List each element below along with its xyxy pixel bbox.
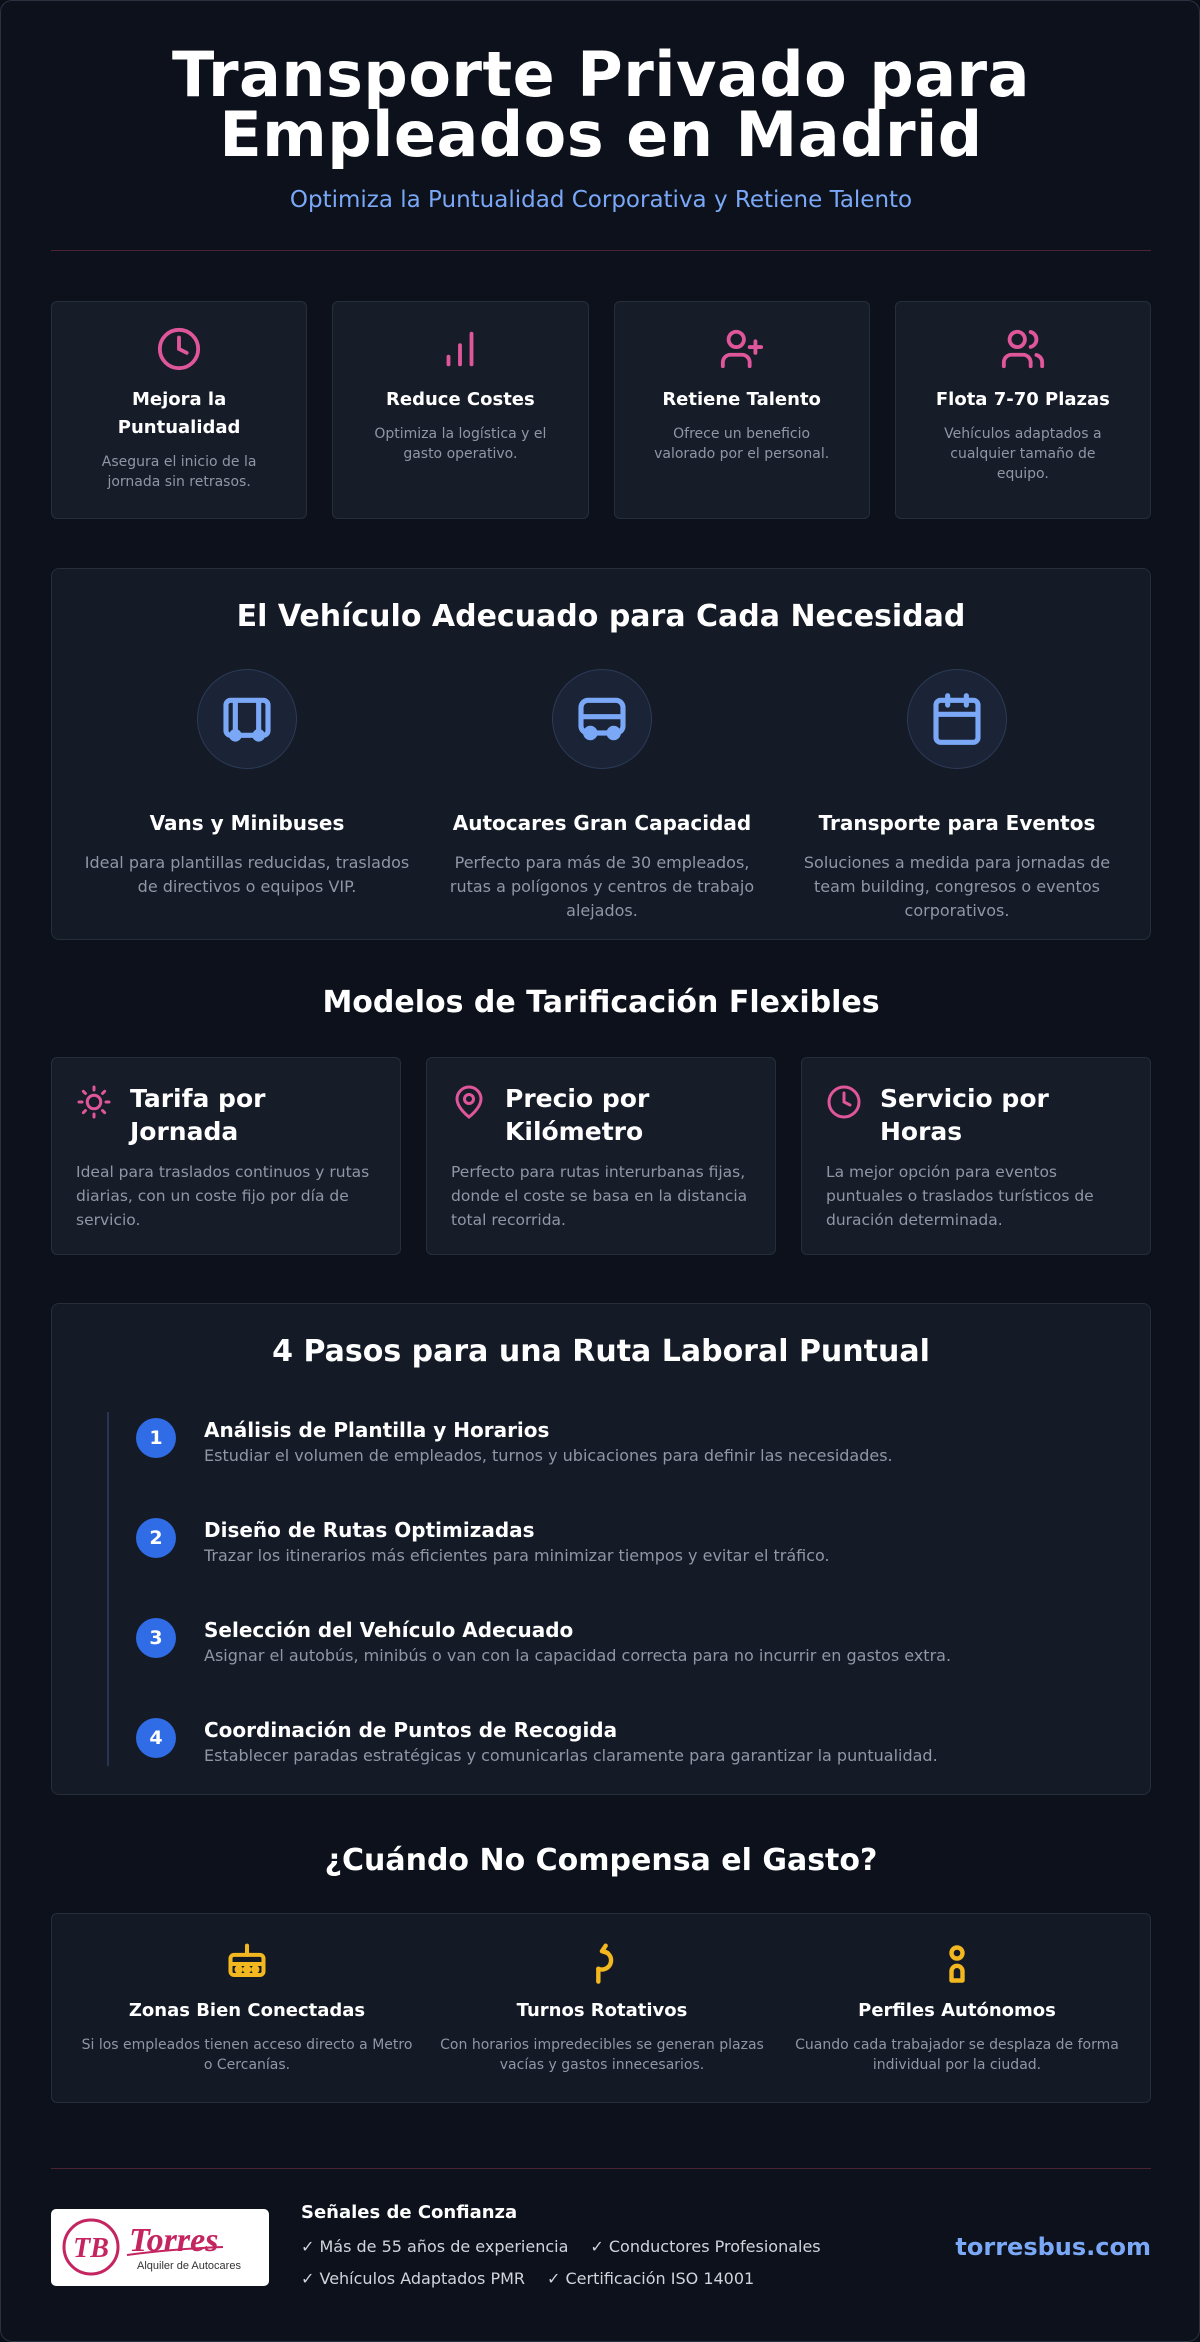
calendar-icon	[929, 691, 985, 747]
when-not-title: ¿Cuándo No Compensa el Gasto?	[324, 1843, 878, 1878]
benefits-row	[51, 301, 1151, 519]
benefit-card	[895, 301, 1151, 519]
benefit-desc: Vehículos adaptados a cualquier tamaño de equipo.	[944, 426, 1102, 482]
when-not-item-desc: Con horarios impredecibles se generan plazas vacías y gastos innecesarios.	[440, 2037, 764, 2073]
steps-title: 4 Pasos para una Ruta Laboral Puntual	[272, 1334, 930, 1369]
vehicles-title: El Vehículo Adecuado para Cada Necesidad	[236, 599, 966, 634]
pricing-card-title: Precio por Kilómetro	[505, 1084, 650, 1146]
vehicle-icon-circle	[552, 669, 652, 769]
step-number: 2	[136, 1518, 176, 1558]
vehicle-desc: Perfecto para más de 30 empleados, rutas a polígonos y centros de trabajo alejados.	[449, 853, 755, 920]
trust-row-2	[301, 2269, 754, 2288]
step-title: Diseño de Rutas Optimizadas	[204, 1518, 535, 1542]
steps-timeline	[107, 1412, 109, 1766]
benefit-card	[614, 301, 870, 519]
sun-icon	[76, 1084, 112, 1120]
benefit-desc: Optimiza la logística y el gasto operativo.	[374, 426, 547, 462]
benefit-title: Retiene Talento	[662, 389, 821, 410]
user-plus-icon	[719, 326, 765, 372]
step-desc: Estudiar el volumen de empleados, turnos y ubicaciones para definir las necesidades.	[204, 1446, 893, 1465]
vehicle-title: Transporte para Eventos	[818, 811, 1096, 835]
title-line-1: Transporte Privado para	[172, 38, 1030, 111]
steps-panel	[51, 1303, 1151, 1795]
pricing-row	[51, 1057, 1151, 1255]
benefit-desc: Ofrece un beneficio valorado por el personal.	[654, 426, 830, 462]
pricing-card-header	[826, 1082, 1126, 1148]
logo-wordmark: Torres	[129, 2222, 219, 2259]
step-desc: Trazar los itinerarios más eficientes para minimizar tiempos y evitar el tráfico.	[204, 1546, 830, 1565]
trust-item: ✓ Vehículos Adaptados PMR	[301, 2269, 526, 2288]
pricing-card	[51, 1057, 401, 1255]
vehicle-icon-circle	[907, 669, 1007, 769]
page-title	[51, 38, 1151, 171]
pricing-card	[426, 1057, 776, 1255]
step-title: Análisis de Plantilla y Horarios	[204, 1418, 550, 1442]
pricing-card-desc: Perfecto para rutas interurbanas fijas, donde el coste se basa en la distancia total recorrida.	[451, 1163, 748, 1229]
when-not-item-title: Perfiles Autónomos	[858, 2000, 1056, 2021]
trust-item: ✓ Más de 55 años de experiencia	[301, 2237, 569, 2256]
van-icon	[219, 691, 275, 747]
when-not-item	[77, 1942, 417, 2075]
bar-chart-icon	[437, 326, 483, 372]
benefit-card	[51, 301, 307, 519]
vehicle-title: Autocares Gran Capacidad	[452, 811, 752, 835]
vehicles-panel	[51, 568, 1151, 940]
vehicle-icon-circle	[197, 669, 297, 769]
users-icon	[1000, 326, 1046, 372]
vehicle-item	[77, 669, 417, 899]
clock-icon	[156, 326, 202, 372]
rotate-icon	[580, 1942, 624, 1986]
person-icon	[935, 1942, 979, 1986]
trust-row-1	[301, 2237, 821, 2256]
footer-divider	[51, 2168, 1151, 2169]
header-divider	[51, 250, 1151, 251]
when-not-item-desc: Si los empleados tienen acceso directo a Metro o Cercanías.	[81, 2037, 413, 2073]
when-not-item-title: Turnos Rotativos	[516, 2000, 688, 2021]
vehicle-title: Vans y Minibuses	[149, 811, 345, 835]
step-title: Selección del Vehículo Adecuado	[204, 1618, 574, 1642]
company-logo	[51, 2209, 269, 2286]
map-pin-icon	[451, 1084, 487, 1120]
pricing-card-header	[76, 1082, 376, 1148]
benefit-title: Flota 7-70 Plazas	[935, 389, 1110, 410]
vehicle-item	[787, 669, 1127, 923]
step-number: 1	[136, 1418, 176, 1458]
when-not-item-title: Zonas Bien Conectadas	[128, 2000, 366, 2021]
when-not-item-desc: Cuando cada trabajador se desplaza de forma individual por la ciudad.	[795, 2037, 1119, 2073]
when-not-item	[432, 1942, 772, 2075]
page-subtitle: Optimiza la Puntualidad Corporativa y Retiene Talento	[289, 187, 913, 213]
benefit-desc: Asegura el inicio de la jornada sin retrasos.	[101, 454, 257, 490]
title-line-2: Empleados en Madrid	[219, 98, 983, 171]
website-link[interactable]: torresbus.com	[955, 2233, 1151, 2261]
trust-title: Señales de Confianza	[301, 2202, 518, 2223]
logo-monogram: TB	[73, 2233, 109, 2264]
trust-item: ✓ Certificación ISO 14001	[547, 2269, 755, 2288]
step-title: Coordinación de Puntos de Recogida	[204, 1718, 618, 1742]
when-not-panel	[51, 1913, 1151, 2103]
pricing-title: Modelos de Tarificación Flexibles	[322, 985, 880, 1020]
step-desc: Establecer paradas estratégicas y comunicarlas claramente para garantizar la puntualidad.	[204, 1746, 938, 1765]
torres-logo-icon	[51, 2209, 269, 2286]
clock-icon	[826, 1084, 862, 1120]
bus-icon	[574, 691, 630, 747]
train-icon	[225, 1942, 269, 1986]
step-number: 4	[136, 1718, 176, 1758]
pricing-card-desc: La mejor opción para eventos puntuales o traslados turísticos de duración determinada.	[826, 1163, 1094, 1229]
pricing-card	[801, 1057, 1151, 1255]
benefit-title: Mejora la Puntualidad	[117, 389, 241, 438]
vehicle-item	[432, 669, 772, 923]
logo-tagline: Alquiler de Autocares	[137, 2260, 241, 2272]
trust-item: ✓ Conductores Profesionales	[590, 2237, 821, 2256]
step-number: 3	[136, 1618, 176, 1658]
vehicle-desc: Ideal para plantillas reducidas, traslados de directivos o equipos VIP.	[84, 853, 410, 896]
pricing-card-desc: Ideal para traslados continuos y rutas diarias, con un coste fijo por día de servicio.	[76, 1163, 370, 1229]
pricing-card-title: Servicio por Horas	[880, 1084, 1049, 1146]
pricing-card-title: Tarifa por Jornada	[130, 1084, 266, 1146]
benefit-title: Reduce Costes	[386, 389, 535, 410]
vehicle-desc: Soluciones a medida para jornadas de team building, congresos o eventos corporativos.	[803, 853, 1111, 920]
when-not-item	[787, 1942, 1127, 2075]
step-desc: Asignar el autobús, minibús o van con la capacidad correcta para no incurrir en gastos extra.	[204, 1646, 952, 1665]
benefit-card	[332, 301, 588, 519]
pricing-card-header	[451, 1082, 751, 1148]
